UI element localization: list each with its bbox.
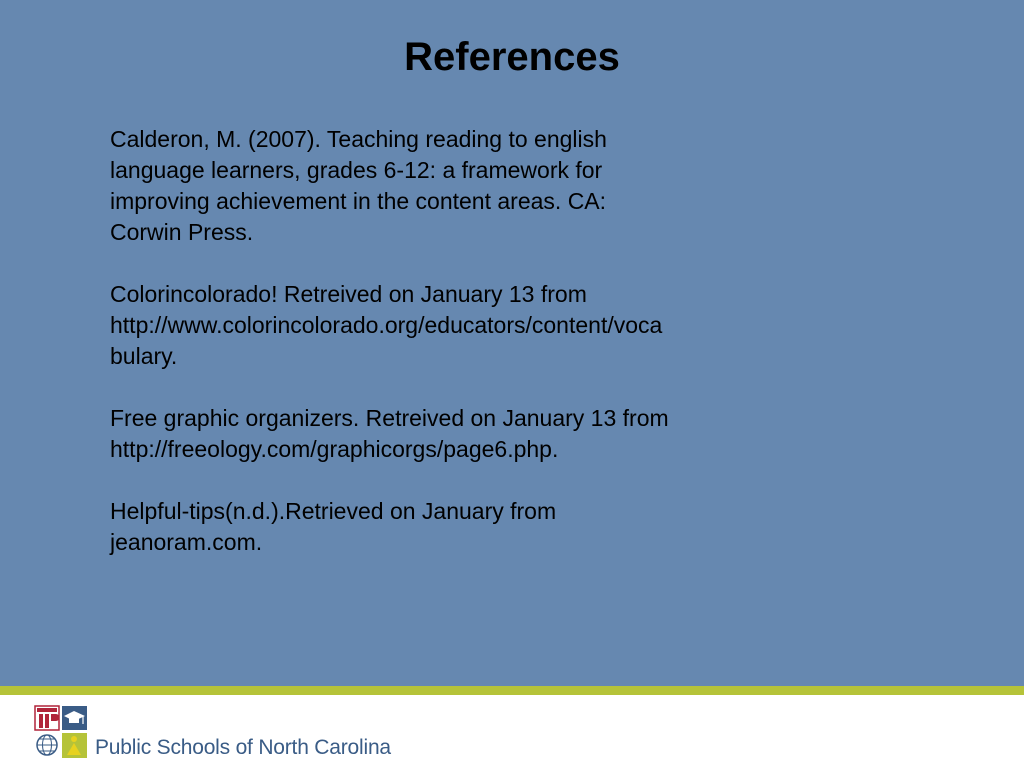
nc-public-schools-logo-icon <box>34 705 88 759</box>
organization-name: Public Schools of North Carolina <box>95 736 391 759</box>
reference-item: Helpful-tips(n.d.).Retrieved on January from jeanoram.com. <box>110 498 557 555</box>
reference-item: Colorincolorado! Retreived on January 13 from http://www.colorincolorado.org/educators/content/voca bulary. <box>110 281 663 369</box>
accent-bar <box>0 686 1024 695</box>
reference-item: Free graphic organizers. Retreived on January 13 from http://freeology.com/graphicorgs/page6.php. <box>110 405 669 462</box>
slide-title: References <box>404 35 620 79</box>
reference-list <box>110 124 750 589</box>
reference-item: Calderon, M. (2007). Teaching reading to english language learners, grades 6-12: a framework for improving achievement in the content areas. CA: Corwin Press. <box>110 126 607 245</box>
